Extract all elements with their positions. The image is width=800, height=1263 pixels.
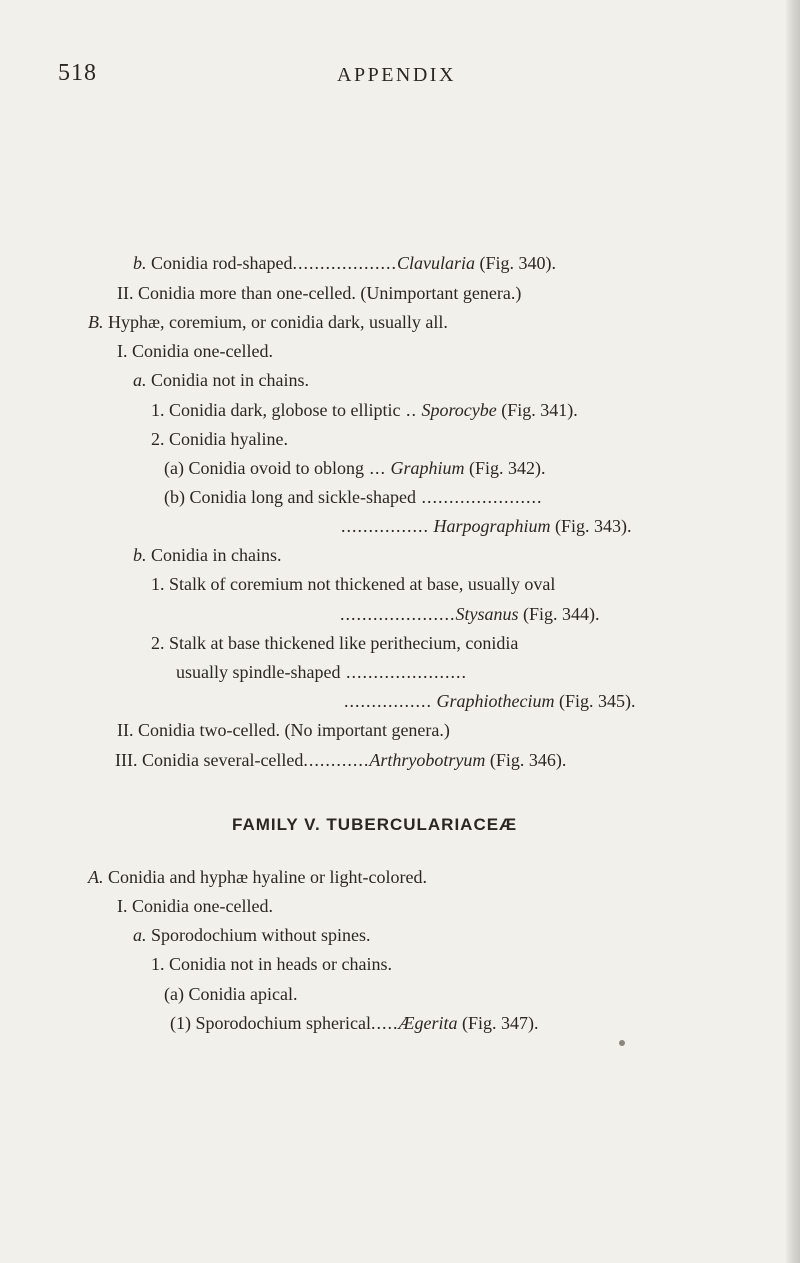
line-text: Conidia more than one-celled. (Unimportant genera.)	[133, 283, 522, 303]
key-line	[88, 865, 427, 889]
genus-name: Ægerita	[398, 1013, 458, 1033]
line-text: Conidia rod-shaped	[146, 253, 293, 273]
ink-speck	[619, 1040, 625, 1046]
line-text: Sporodochium spherical	[191, 1013, 371, 1033]
line-prefix: B.	[88, 312, 104, 332]
key-line	[151, 398, 578, 422]
leader-dots: ......................	[340, 662, 467, 682]
line-prefix: 1.	[151, 400, 165, 420]
line-text: Sporodochium without spines.	[146, 925, 371, 945]
line-prefix: (b)	[164, 487, 185, 507]
key-line	[341, 514, 632, 538]
line-text: Conidia hyaline.	[164, 429, 288, 449]
key-line	[151, 427, 288, 451]
line-text: Hyphæ, coremium, or conidia dark, usually all.	[103, 312, 448, 332]
key-line	[133, 543, 281, 567]
leader-dots: ...................	[292, 253, 397, 273]
figure-reference: (Fig. 344).	[518, 604, 600, 624]
line-text: Conidia dark, globose to elliptic	[164, 400, 401, 420]
leader-dots: ......................	[415, 487, 543, 507]
key-line	[151, 631, 518, 655]
line-prefix: 2.	[151, 633, 165, 653]
key-line	[151, 572, 555, 596]
key-line	[164, 485, 542, 509]
page-edge-shadow	[786, 0, 800, 1263]
key-line	[115, 748, 566, 772]
line-text: Conidia not in heads or chains.	[164, 954, 392, 974]
key-line	[133, 368, 309, 392]
genus-name: Harpographium	[433, 516, 551, 536]
genus-name: Clavularia	[396, 253, 475, 273]
key-line	[133, 923, 371, 947]
line-prefix: (a)	[164, 984, 184, 1004]
line-prefix: a.	[133, 370, 147, 390]
line-text: Conidia in chains.	[146, 545, 282, 565]
key-line	[88, 310, 448, 334]
page-number: 518	[58, 60, 97, 86]
line-text: Conidia not in chains.	[146, 370, 309, 390]
leader-dots: ...	[363, 458, 386, 478]
line-prefix: I.	[117, 341, 128, 361]
line-text: Conidia long and sickle-shaped	[185, 487, 416, 507]
line-prefix: b.	[133, 545, 147, 565]
line-prefix: (1)	[170, 1013, 191, 1033]
line-text: Conidia one-celled.	[127, 896, 273, 916]
leader-dots: .....	[370, 1013, 399, 1033]
key-line	[117, 281, 521, 305]
leader-dots: ..	[400, 400, 417, 420]
figure-reference: (Fig. 340).	[474, 253, 556, 273]
leader-dots: .....................	[340, 604, 456, 624]
line-prefix: (a)	[164, 458, 184, 478]
line-prefix: 1.	[151, 954, 165, 974]
key-line	[340, 602, 600, 626]
line-text: Conidia several-celled	[137, 750, 304, 770]
genus-name: Graphium	[390, 458, 465, 478]
figure-reference: (Fig. 346).	[485, 750, 567, 770]
genus-name: Sporocybe	[421, 400, 497, 420]
key-line	[164, 456, 546, 480]
figure-reference: (Fig. 342).	[464, 458, 546, 478]
line-prefix: a.	[133, 925, 147, 945]
leader-dots: ................	[344, 691, 432, 711]
figure-reference: (Fig. 345).	[554, 691, 636, 711]
line-prefix: A.	[88, 867, 104, 887]
genus-name: Arthryobotryum	[369, 750, 486, 770]
family-heading: FAMILY V. TUBERCULARIACEÆ	[232, 815, 518, 834]
line-text: Conidia ovoid to oblong	[183, 458, 364, 478]
key-line	[176, 660, 467, 684]
key-line	[133, 251, 556, 275]
line-prefix: II.	[117, 720, 134, 740]
figure-reference: (Fig. 347).	[457, 1013, 539, 1033]
key-line	[117, 894, 273, 918]
figure-reference: (Fig. 341).	[496, 400, 578, 420]
key-line	[170, 1011, 538, 1035]
line-text: Conidia one-celled.	[127, 341, 273, 361]
line-prefix: 2.	[151, 429, 165, 449]
key-line	[164, 982, 297, 1006]
key-line	[151, 952, 392, 976]
line-prefix: I.	[117, 896, 128, 916]
leader-dots: ............	[303, 750, 370, 770]
figure-reference: (Fig. 343).	[550, 516, 632, 536]
key-line	[117, 339, 273, 363]
line-text: Conidia two-celled. (No important genera.)	[133, 720, 450, 740]
key-line	[344, 689, 635, 713]
line-text: Conidia and hyphæ hyaline or light-colored.	[103, 867, 427, 887]
line-prefix: 1.	[151, 574, 165, 594]
genus-name: Stysanus	[455, 604, 519, 624]
key-line	[117, 718, 450, 742]
genus-name: Graphiothecium	[436, 691, 555, 711]
leader-dots: ................	[341, 516, 429, 536]
line-text: Stalk of coremium not thickened at base, usually oval	[164, 574, 556, 594]
running-head: APPENDIX	[337, 64, 456, 86]
line-prefix: II.	[117, 283, 134, 303]
line-text: Conidia apical.	[183, 984, 298, 1004]
line-text: Stalk at base thickened like perithecium, conidia	[164, 633, 519, 653]
line-text: usually spindle-shaped	[176, 662, 341, 682]
line-prefix: III.	[115, 750, 138, 770]
line-prefix: b.	[133, 253, 147, 273]
